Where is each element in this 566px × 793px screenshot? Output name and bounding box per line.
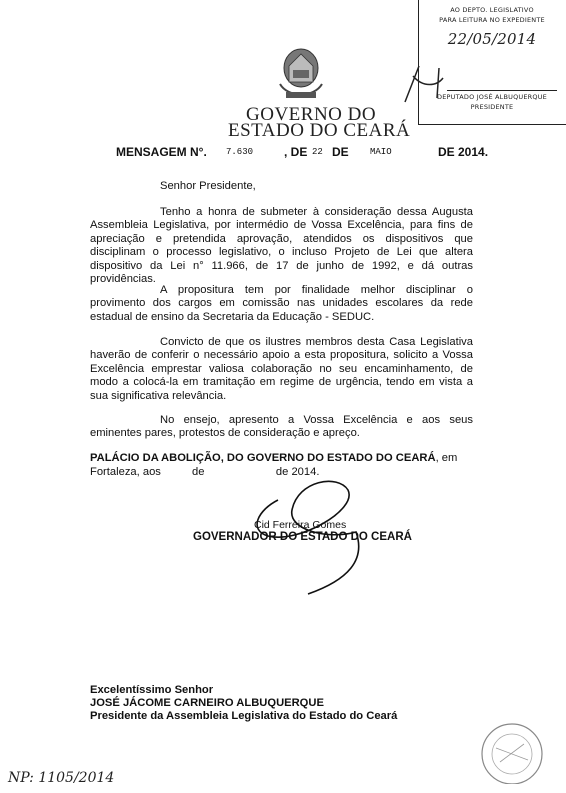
paragraph-2: A propositura tem por finalidade melhor disciplinar o provimento dos cargos em comissão nas unidades escolares da rede estadual de ensino da Secretaria da Educação - SEDUC. — [90, 284, 473, 323]
message-month: MAIO — [370, 147, 392, 157]
message-year: DE 2014. — [438, 145, 489, 159]
paragraph-4: No ensejo, apresento a Vossa Excelência e aos seus eminentes pares, protestos de consideração e apreço. — [90, 414, 473, 440]
message-number: 7.630 — [226, 147, 254, 157]
addressee-line-2: JOSÉ JÁCOME CARNEIRO ALBUQUERQUE — [90, 697, 324, 709]
message-day: 22 — [312, 147, 323, 157]
header-gov-line2: ESTADO DO CEARÁ — [228, 120, 411, 141]
stamp-initials — [397, 58, 477, 108]
palace-line — [90, 452, 490, 464]
palace-em: , em — [435, 452, 458, 464]
paragraph-1: Tenho a honra de submeter à consideração dessa Augusta Assembleia Legislativa, por intermédio de Vossa Excelência, para fins de apreciação e pretendida aprovação, atendidos os dispositivos que disciplinam o processo legislativo, o incluso Projeto de Lei que altera dispositivo da Lei n° 11.966, de 17 de junho de 1992, e dá outras providências. — [90, 206, 473, 286]
stamp-line-1: AO DEPTO. LEGISLATIVO — [450, 6, 534, 14]
salutation: Senhor Presidente, — [160, 180, 256, 192]
reception-stamp — [418, 0, 566, 125]
message-label: MENSAGEM N°. — [116, 145, 207, 159]
addressee-line-3: Presidente da Assembleia Legislativa do Estado do Ceará — [90, 710, 398, 722]
palace-name: PALÁCIO DA ABOLIÇÃO, DO GOVERNO DO ESTADO DO CEARÁ — [90, 452, 436, 464]
stamp-line-3: DEPUTADO JOSÉ ALBUQUERQUE — [437, 93, 547, 101]
addressee-line-1: Excelentíssimo Senhor — [90, 684, 214, 696]
protocol-number: NP: 1105/2014 — [8, 770, 115, 786]
header-gov-line1: GOVERNO DO — [246, 104, 377, 125]
stamp-line-2: PARA LEITURA NO EXPEDIENTE — [439, 16, 545, 24]
stamp-line-4: PRESIDENTE — [470, 103, 514, 111]
signature-name: Cid Ferreira Gomes — [254, 519, 347, 531]
signature-title: GOVERNADOR DO ESTADO DO CEARÁ — [193, 531, 412, 543]
protocol-seal-icon — [476, 718, 548, 784]
coat-of-arms-icon — [276, 44, 326, 104]
stamp-date: 22/05/2014 — [447, 30, 537, 48]
message-de-1: , DE — [284, 145, 308, 159]
place-date: Fortaleza, aos de de 2014. — [90, 466, 320, 478]
message-de-2: DE — [332, 145, 349, 159]
paragraph-3: Convicto de que os ilustres membros desta Casa Legislativa haverão de conferir o necessário apoio a esta propositura, solicito a Vossa Excelência emprestar valiosa colaboração no seu encaminhamento, de modo a colocá-la em tramitação em regime de urgência, tendo em vista a sua significativa relevância. — [90, 336, 473, 402]
